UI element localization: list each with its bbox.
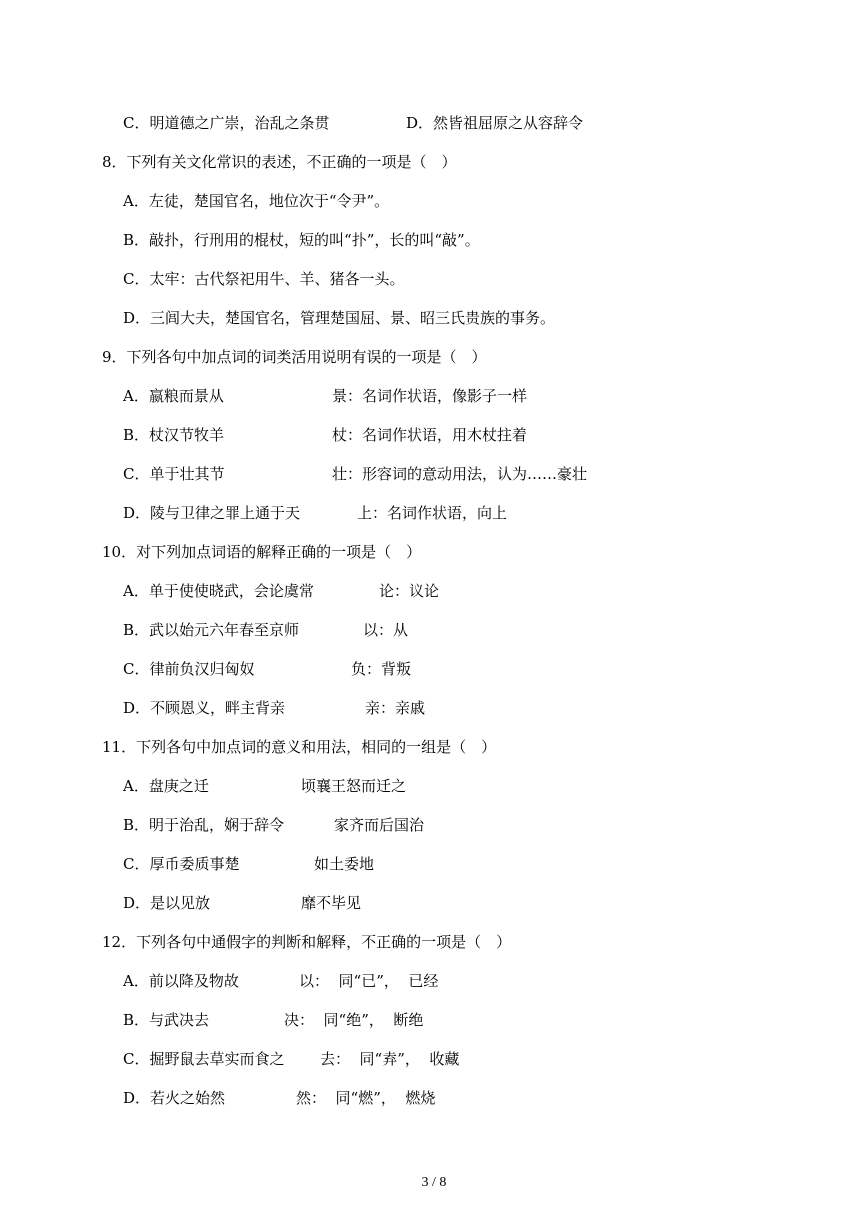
q8-stem: 8．下列有关文化常识的表述，不正确的一项是（ ） (102, 153, 457, 171)
q8-option-b: B．敲扑，行刑用的棍杖，短的叫“扑”，长的叫“敲”。 (123, 231, 480, 249)
q10-option-d-note: 亲：亲戚 (365, 699, 426, 717)
q9-option-d-note: 上：名词作状语，向上 (357, 504, 508, 522)
q9-option-a-note: 景：名词作状语，像影子一样 (332, 387, 528, 405)
q12-option-d: D．若火之始然 (123, 1089, 226, 1107)
q9-option-c: C．单于壮其节 (123, 465, 225, 483)
q11-option-a: A．盘庚之迁 (123, 777, 209, 795)
q9-stem: 9．下列各句中加点词的词类活用说明有误的一项是（ ） (102, 348, 487, 366)
q10-option-c: C．律前负汉归匈奴 (123, 660, 255, 678)
q10-option-a: A．单于使使晓武，会论虞常 (123, 582, 314, 600)
q10-option-d: D．不顾恩义，畔主背亲 (123, 699, 286, 717)
q9-option-c-note: 壮：形容词的意动用法，认为……豪壮 (332, 465, 588, 483)
q11-option-b-note: 家齐而后国治 (334, 816, 425, 834)
q12-option-c: C．掘野鼠去草实而食之 (123, 1050, 285, 1068)
q12-option-a-note: 以： 同“已”， 已经 (299, 972, 439, 990)
q8-option-a: A．左徒，楚国官名，地位次于“令尹”。 (123, 192, 390, 210)
q11-option-d-note: 靡不毕见 (301, 894, 362, 912)
q9-option-a: A．嬴粮而景从 (123, 387, 224, 405)
q11-stem: 11．下列各句中加点词的意义和用法，相同的一组是（ ） (102, 738, 497, 756)
q10-option-b-note: 以：从 (363, 621, 409, 639)
q12-option-c-note: 去： 同“弆”， 收藏 (320, 1050, 460, 1068)
q12-option-b: B．与武决去 (123, 1011, 210, 1029)
q11-option-c-note: 如土委地 (314, 855, 375, 873)
q8-option-d: D．三闾大夫，楚国官名，管理楚国屈、景、昭三氏贵族的事务。 (123, 309, 556, 327)
q9-option-b-note: 杖：名词作状语，用木杖拄着 (332, 426, 528, 444)
q7-option-c: C．明道德之广崇，治乱之条贯 (123, 114, 330, 132)
q11-option-a-note: 顷襄王怒而迁之 (301, 777, 407, 795)
q9-option-d: D．陵与卫律之罪上通于天 (123, 504, 301, 522)
q12-option-a: A．前以降及物故 (123, 972, 239, 990)
q12-stem: 12．下列各句中通假字的判断和解释，不正确的一项是（ ） (102, 933, 512, 951)
q7-option-d: D．然皆祖屈原之从容辞令 (406, 114, 584, 132)
q10-stem: 10．对下列加点词语的解释正确的一项是（ ） (102, 543, 422, 561)
q10-option-b: B．武以始元六年春至京师 (123, 621, 300, 639)
q9-option-b: B．杖汉节牧羊 (123, 426, 225, 444)
page-number: 3 / 8 (421, 1175, 447, 1190)
q11-option-b: B．明于治乱，娴于辞令 (123, 816, 285, 834)
q10-option-a-note: 论：议论 (379, 582, 440, 600)
q12-option-d-note: 然： 同“燃”， 燃烧 (296, 1089, 436, 1107)
q12-option-b-note: 决： 同“绝”， 断绝 (284, 1011, 424, 1029)
q8-option-c: C．太牢：古代祭祀用牛、羊、猪各一头。 (123, 270, 405, 288)
q11-option-c: C．厚币委质事楚 (123, 855, 240, 873)
q11-option-d: D．是以见放 (123, 894, 211, 912)
q10-option-c-note: 负：背叛 (351, 660, 412, 678)
